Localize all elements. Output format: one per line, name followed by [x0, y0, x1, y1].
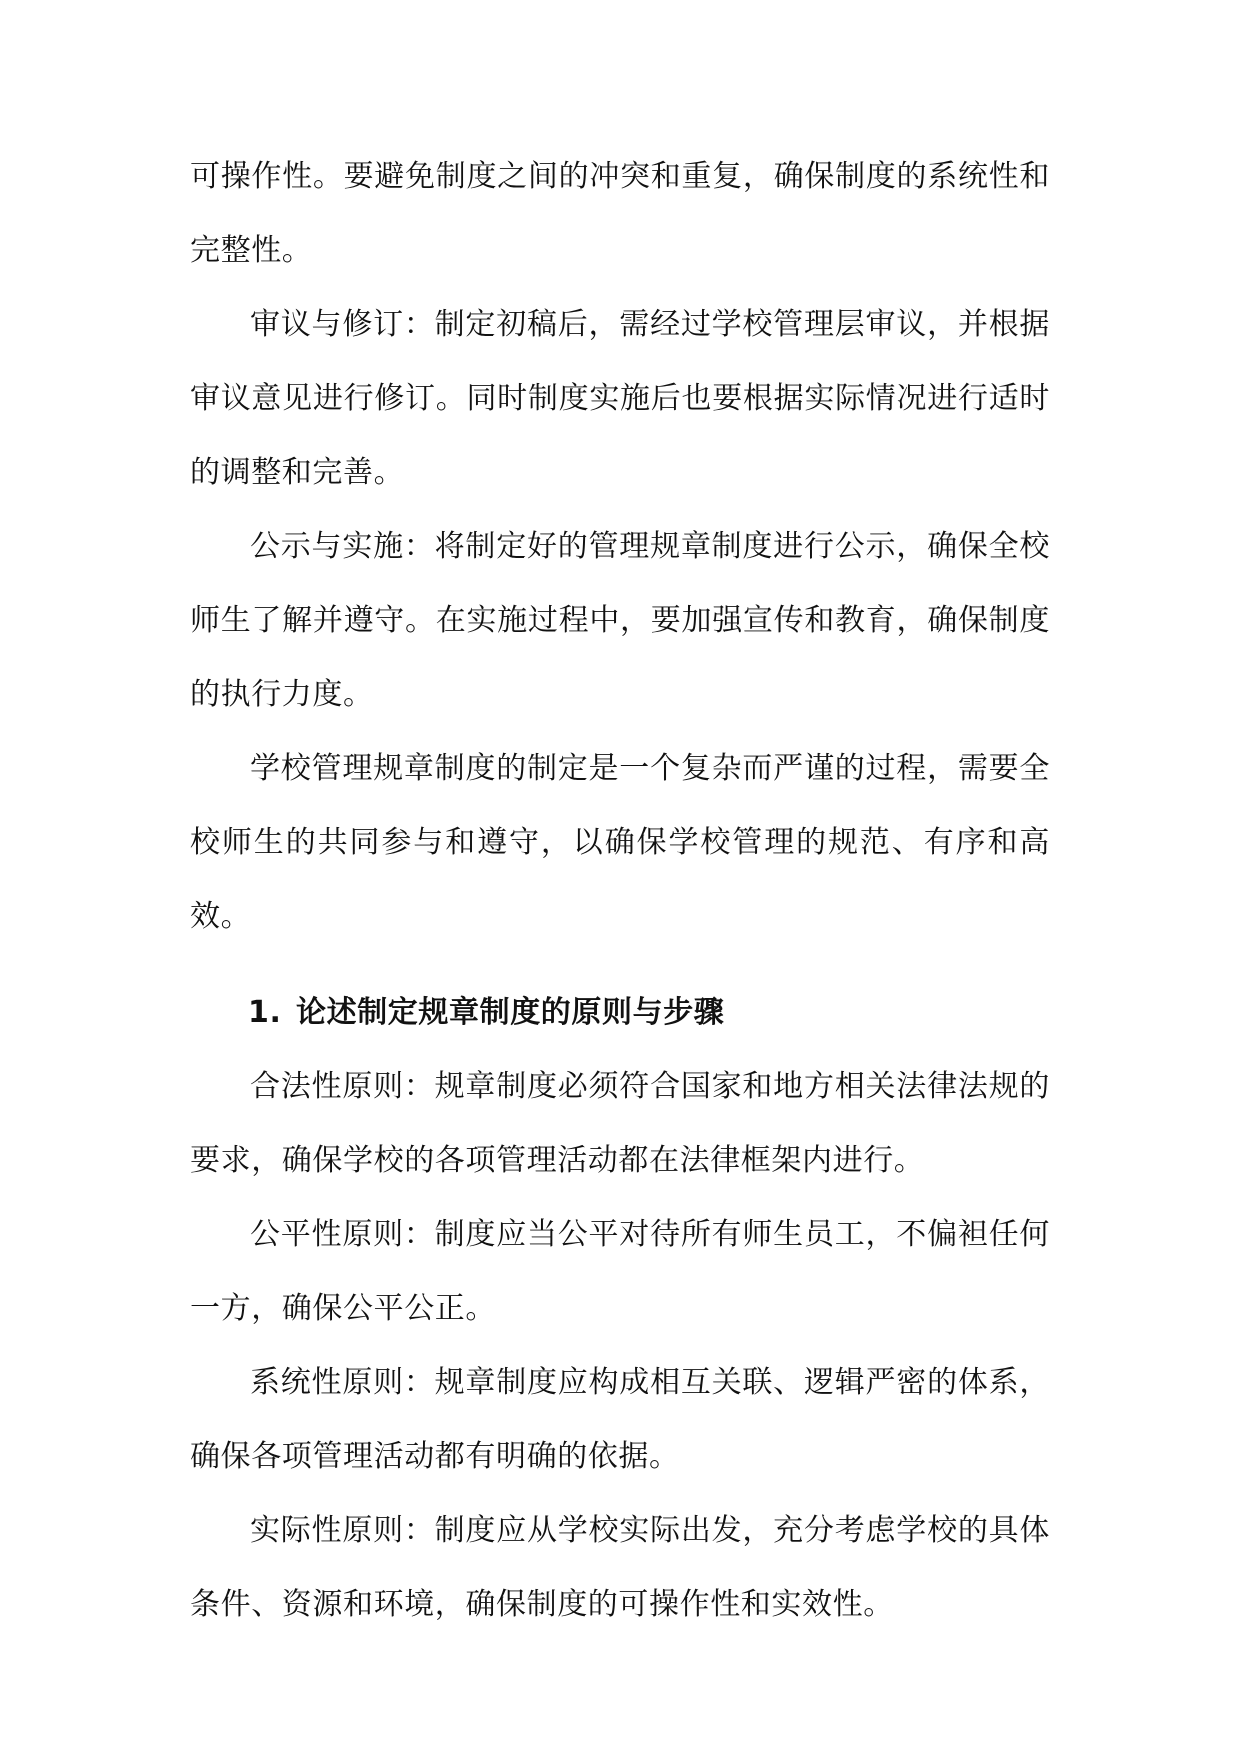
paragraph: 合法性原则：规章制度必须符合国家和地方相关法律法规的要求，确保学校的各项管理活动都在法律框架内进行。 — [190, 1069, 1050, 1178]
section-heading — [190, 976, 1050, 1050]
document-body — [190, 140, 1050, 1642]
paragraph: 公示与实施：将制定好的管理规章制度进行公示，确保全校师生了解并遵守。在实施过程中，要加强宣传和教育，确保制度的执行力度。 — [190, 529, 1050, 712]
paragraph: 学校管理规章制度的制定是一个复杂而严谨的过程，需要全校师生的共同参与和遵守，以确保学校管理的规范、有序和高效。 — [190, 751, 1050, 934]
section-title: 论述制定规章制度的原则与步骤 — [296, 995, 725, 1030]
section-number: 1. — [248, 995, 282, 1030]
paragraph: 可操作性。要避免制度之间的冲突和重复，确保制度的系统性和完整性。 — [190, 159, 1050, 268]
paragraph: 系统性原则：规章制度应构成相互关联、逻辑严密的体系，确保各项管理活动都有明确的依据。 — [190, 1365, 1050, 1474]
paragraph: 公平性原则：制度应当公平对待所有师生员工，不偏袒任何一方，确保公平公正。 — [190, 1217, 1050, 1326]
paragraph: 实际性原则：制度应从学校实际出发，充分考虑学校的具体条件、资源和环境，确保制度的可操作性和实效性。 — [190, 1513, 1050, 1622]
paragraph: 审议与修订：制定初稿后，需经过学校管理层审议，并根据审议意见进行修订。同时制度实施后也要根据实际情况进行适时的调整和完善。 — [190, 307, 1050, 490]
